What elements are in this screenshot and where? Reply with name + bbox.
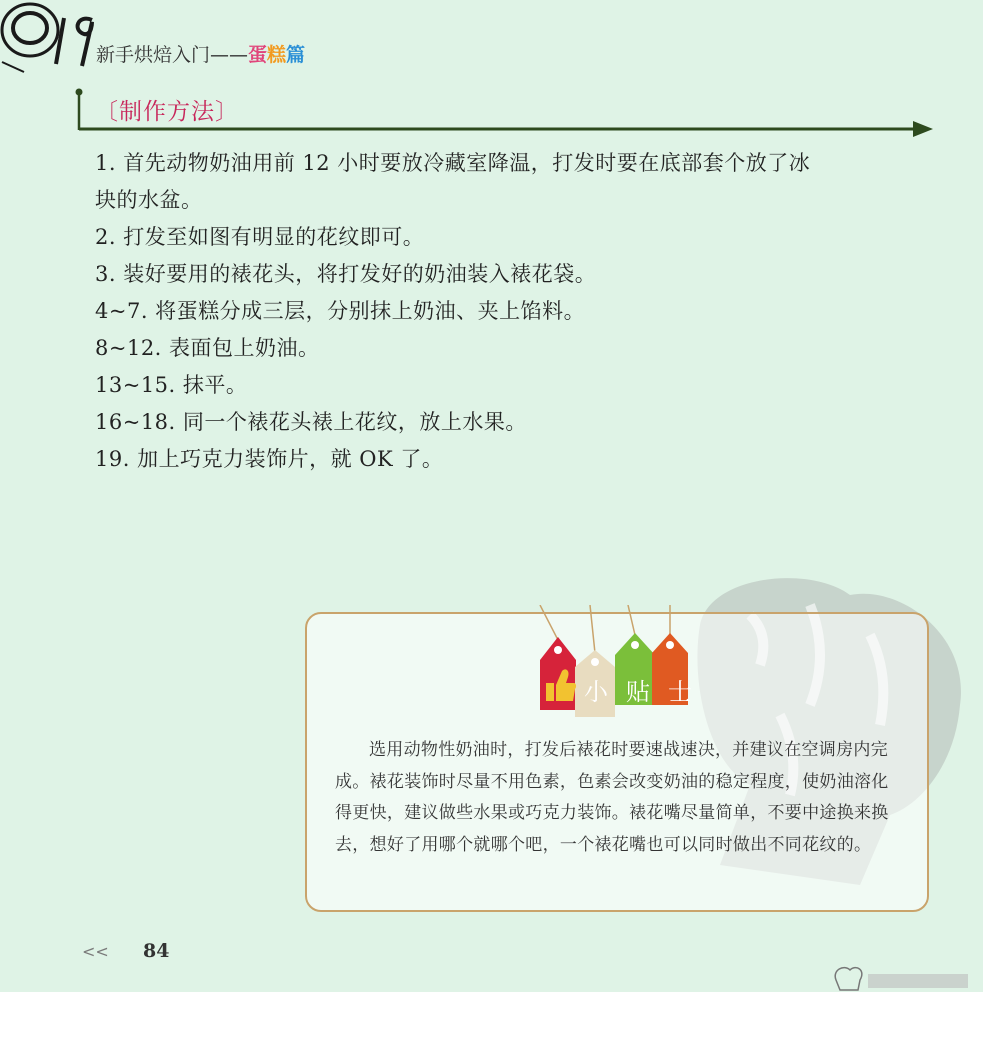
step-line: 3. 装好要用的裱花头，将打发好的奶油装入裱花袋。	[95, 262, 597, 286]
chapter-title-accent-2: 糕	[267, 44, 287, 66]
tips-body: 选用动物性奶油时，打发后裱花时要速战速决，并建议在空调房内完成。裱花装饰时尽量不用色素，色素会改变奶油的稳定程度，使奶油溶化得更快，建议做些水果或巧克力装饰。裱花嘴尽量简单，不要中途换来换去，想好了用哪个就哪个吧，一个裱花嘴也可以同时做出不同花纹的。	[335, 740, 889, 855]
step-line: 2. 打发至如图有明显的花纹即可。	[95, 225, 425, 249]
section-heading: 〔制作方法〕	[95, 99, 239, 125]
tips-title: 小贴士	[584, 678, 710, 706]
step-line: 13~15. 抹平。	[95, 373, 248, 397]
step-line: 8~12. 表面包上奶油。	[95, 336, 320, 360]
page-number: 84	[143, 940, 170, 962]
step-line: 1. 首先动物奶油用前 12 小时要放冷藏室降温，打发时要在底部套个放了冰	[95, 151, 811, 175]
chapter-number-logo	[0, 0, 100, 80]
chapter-title-accent-3: 篇	[286, 44, 306, 66]
chef-hat-icon	[830, 962, 980, 992]
chapter-title	[96, 40, 305, 67]
chapter-title-accent-1: 蛋	[248, 44, 268, 66]
step-line: 19. 加上巧克力装饰片，就 OK 了。	[95, 447, 444, 471]
steps-list	[95, 145, 945, 478]
page-marker: <<	[82, 942, 109, 961]
chapter-title-prefix: 新手烘焙入门——	[96, 44, 249, 66]
step-line: 16~18. 同一个裱花头裱上花纹，放上水果。	[95, 410, 527, 434]
step-line: 4~7. 将蛋糕分成三层，分别抹上奶油、夹上馅料。	[95, 299, 586, 323]
step-line: 块的水盆。	[95, 188, 203, 212]
